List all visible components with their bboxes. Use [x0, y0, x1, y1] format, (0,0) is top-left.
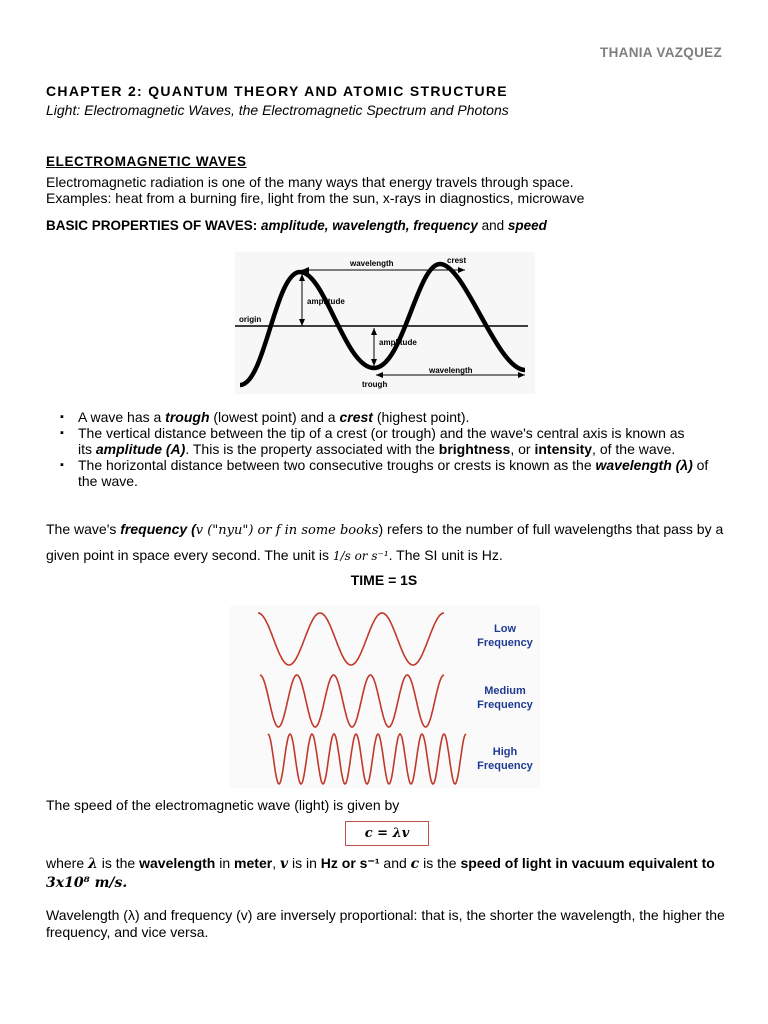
symbol-c: c [410, 856, 420, 872]
freq-text: refers to the number of full wavelengths that pass by a [383, 521, 724, 537]
label-wavelength-bottom: wavelength [429, 366, 473, 375]
speed-formula: c = λv [345, 821, 429, 846]
label-wavelength-top: wavelength [350, 259, 394, 268]
label-trough: trough [362, 380, 388, 389]
frequency-unit: 1/s or s⁻¹ [332, 549, 389, 563]
formula-explanation [46, 854, 736, 892]
label-crest: crest [447, 256, 467, 265]
bullet-text: The vertical distance between the tip of a crest (or trough) and the wave's central axis is known as [78, 425, 685, 441]
properties-list: amplitude, wavelength, frequency [261, 218, 478, 233]
properties-last: speed [507, 218, 547, 233]
bullet-text: its [78, 441, 96, 457]
term-wavelength-2: wavelength [139, 855, 216, 871]
term-frequency: frequency ( [120, 521, 196, 537]
wave-properties-list [60, 409, 740, 489]
bullet-text: . This is the property associated with the [185, 441, 439, 457]
intro-line-2: Examples: heat from a burning fire, light from the sun, x-rays in diagnostics, microwave [46, 190, 585, 206]
term-crest: crest [339, 409, 373, 425]
term-amplitude: amplitude (A) [95, 441, 186, 457]
time-label: TIME = 1S [350, 572, 418, 588]
medium-label-1: Medium [484, 685, 526, 697]
chapter-subtitle: Light: Electromagnetic Waves, the Electromagnetic Spectrum and Photons [46, 102, 509, 118]
where-text: where [46, 855, 89, 871]
section-heading: ELECTROMAGNETIC WAVES [46, 154, 247, 169]
symbol-lambda: λ [88, 856, 98, 872]
inverse-proportional-paragraph: Wavelength (λ) and frequency (v) are inversely proportional: that is, the shorter the wavelength, the higher the frequency, and vice versa. [46, 907, 725, 940]
low-label-1: Low [494, 623, 516, 635]
medium-label-2: Frequency [477, 699, 533, 711]
bullet-text: , or [510, 441, 535, 457]
term-intensity: intensity [534, 441, 593, 457]
bullet-text: of [692, 457, 709, 473]
bullet-text: the wave. [78, 473, 138, 489]
where-text: and [379, 855, 411, 871]
low-label-2: Frequency [477, 637, 533, 649]
list-item [60, 457, 740, 489]
bullet-text: A wave has a [78, 409, 166, 425]
bullet-text: The horizontal distance between two consecutive troughs or crests is known as the [78, 457, 596, 473]
high-label-1: High [492, 746, 518, 758]
where-text: in [215, 855, 235, 871]
term-trough: trough [165, 409, 210, 425]
frequency-paragraph [46, 517, 726, 568]
chapter-title: CHAPTER 2: QUANTUM THEORY AND ATOMIC STRUCTURE [46, 83, 508, 99]
term-wavelength: wavelength (λ) [595, 457, 693, 473]
label-origin: origin [239, 315, 262, 324]
properties-and: and [477, 218, 508, 233]
freq-text: . The SI unit is Hz. [388, 547, 503, 563]
list-item [60, 409, 740, 425]
speed-of-light-value: 3x10⁸ m/s. [46, 875, 128, 891]
bullet-text: (lowest point) and a [209, 409, 340, 425]
properties-heading [46, 218, 547, 233]
label-amplitude-top: amplitude [307, 297, 345, 306]
intro-line-1: Electromagnetic radiation is one of the many ways that energy travels through space. [46, 174, 574, 190]
label-amplitude-bottom: amplitude [379, 338, 417, 347]
bullet-text: (highest point). [372, 409, 470, 425]
frequency-symbol: v ("nyu") or f in some books [195, 523, 379, 538]
wave-diagram [235, 252, 535, 394]
speed-intro: The speed of the electromagnetic wave (light) is given by [46, 797, 400, 813]
symbol-nu: v [279, 856, 289, 872]
freq-text: ) [378, 521, 384, 537]
where-text: is the [419, 855, 461, 871]
term-meter: meter [234, 855, 273, 871]
author-name: THANIA VAZQUEZ [600, 45, 722, 60]
bullet-text: , of the wave. [592, 441, 676, 457]
where-text: is the [97, 855, 140, 871]
term-hz: Hz or s⁻¹ [320, 855, 380, 871]
list-item [60, 425, 740, 457]
term-brightness: brightness [438, 441, 511, 457]
freq-text: The wave's [46, 521, 121, 537]
intro-paragraph [46, 174, 584, 206]
where-text: is in [288, 855, 321, 871]
where-text: , [272, 855, 280, 871]
term-speed-of-light: speed of light in vacuum equivalent to [460, 855, 715, 871]
freq-text: given point in space every second. The unit is [46, 547, 333, 563]
wave-diagram-bg [235, 252, 535, 394]
high-label-2: Frequency [477, 760, 533, 772]
frequency-figure [230, 606, 540, 788]
properties-lead: BASIC PROPERTIES OF WAVES: [46, 218, 262, 233]
